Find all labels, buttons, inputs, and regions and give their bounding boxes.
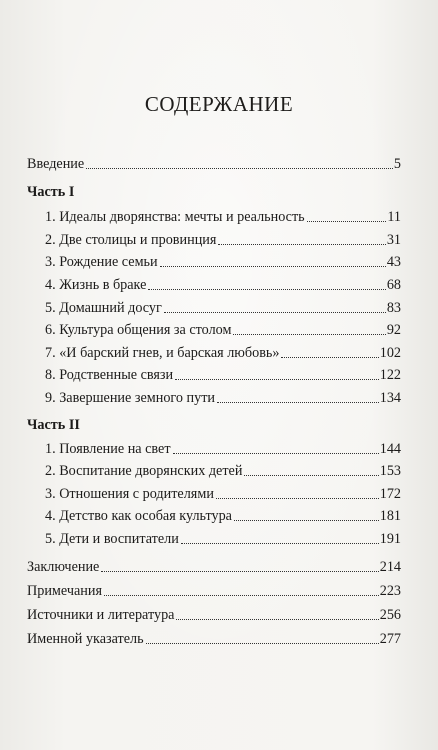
toc-entry-label: 5. Домашний досуг bbox=[45, 300, 162, 316]
toc-entry bbox=[45, 208, 401, 226]
leader-dots bbox=[173, 453, 379, 454]
leader-dots bbox=[101, 571, 378, 572]
toc-entry-page: 68 bbox=[386, 277, 401, 293]
toc-entry-page: 277 bbox=[379, 631, 401, 647]
toc-entry bbox=[45, 485, 401, 503]
toc-entry bbox=[45, 389, 401, 407]
toc-entry bbox=[45, 321, 401, 339]
leader-dots bbox=[175, 379, 379, 380]
toc-entry bbox=[45, 507, 401, 525]
toc-entry-index bbox=[27, 630, 401, 648]
toc-entry bbox=[45, 276, 401, 294]
toc-entry-page: 43 bbox=[386, 254, 401, 270]
toc-entry-label: 1. Идеалы дворянства: мечты и реальность bbox=[45, 209, 305, 225]
toc-entry-label: 4. Детство как особая культура bbox=[45, 508, 232, 524]
toc-entry-label: Именной указатель bbox=[27, 631, 144, 647]
toc-entry-sources bbox=[27, 606, 401, 624]
leader-dots bbox=[217, 402, 379, 403]
toc-entry-label: 2. Воспитание дворянских детей bbox=[45, 463, 243, 479]
leader-dots bbox=[218, 244, 385, 245]
toc-entry-page: 144 bbox=[379, 441, 401, 457]
leader-dots bbox=[148, 289, 385, 290]
leader-dots bbox=[86, 168, 393, 169]
toc-entry-page: 256 bbox=[379, 607, 401, 623]
toc-entry-page: 11 bbox=[387, 209, 401, 225]
toc-entry-label: 1. Появление на свет bbox=[45, 441, 171, 457]
toc-entry bbox=[45, 366, 401, 384]
toc-entry-page: 153 bbox=[379, 463, 401, 479]
toc-entry-label: 6. Культура общения за столом bbox=[45, 322, 232, 338]
toc-entry bbox=[45, 530, 401, 548]
toc-entry-page: 134 bbox=[379, 390, 401, 406]
page-title: СОДЕРЖАНИЕ bbox=[144, 92, 294, 116]
leader-dots bbox=[216, 498, 379, 499]
toc-entry-label: Источники и литература bbox=[27, 607, 175, 623]
toc-entry-notes bbox=[27, 582, 401, 600]
part-heading: Часть II bbox=[27, 417, 80, 433]
leader-dots bbox=[176, 619, 378, 620]
leader-dots bbox=[160, 266, 386, 267]
toc-entry bbox=[45, 344, 401, 362]
toc-entry-page: 223 bbox=[379, 583, 401, 599]
leader-dots bbox=[281, 357, 378, 358]
leader-dots bbox=[307, 221, 387, 222]
toc-entry-label: 2. Две столицы и провинция bbox=[45, 232, 217, 248]
toc-entry bbox=[45, 462, 401, 480]
toc-entry-label: 5. Дети и воспитатели bbox=[45, 531, 179, 547]
toc-entry-label: Введение bbox=[27, 156, 85, 172]
leader-dots bbox=[104, 595, 379, 596]
toc-entry-page: 83 bbox=[386, 300, 401, 316]
toc-entry-conclusion bbox=[27, 558, 401, 576]
part-heading: Часть I bbox=[27, 184, 75, 200]
toc-entry-label: 3. Отношения с родителями bbox=[45, 486, 214, 502]
leader-dots bbox=[181, 543, 379, 544]
toc-entry-page: 181 bbox=[379, 508, 401, 524]
toc-entry-label: Примечания bbox=[27, 583, 102, 599]
toc-entry-label: 7. «И барский гнев, и барская любовь» bbox=[45, 345, 280, 361]
leader-dots bbox=[233, 334, 385, 335]
toc-entry bbox=[45, 440, 401, 458]
toc-entry-label: Заключение bbox=[27, 559, 100, 575]
toc-entry-label: 9. Завершение земного пути bbox=[45, 390, 216, 406]
toc-entry-page: 31 bbox=[386, 232, 401, 248]
toc-entry bbox=[45, 253, 401, 271]
leader-dots bbox=[164, 312, 386, 313]
leader-dots bbox=[234, 520, 379, 521]
toc-entry-page: 5 bbox=[393, 156, 401, 172]
leader-dots bbox=[244, 475, 378, 476]
toc-entry-page: 191 bbox=[379, 531, 401, 547]
toc-entry bbox=[45, 231, 401, 249]
toc-entry-page: 172 bbox=[379, 486, 401, 502]
toc-entry bbox=[45, 299, 401, 317]
toc-entry-label: 8. Родственные связи bbox=[45, 367, 174, 383]
toc-entry-page: 122 bbox=[379, 367, 401, 383]
toc-entry-page: 92 bbox=[386, 322, 401, 338]
toc-entry-intro bbox=[27, 155, 401, 173]
toc-entry-label: 3. Рождение семьи bbox=[45, 254, 158, 270]
toc-entry-page: 214 bbox=[379, 559, 401, 575]
leader-dots bbox=[146, 643, 379, 644]
toc-entry-page: 102 bbox=[379, 345, 401, 361]
toc-entry-label: 4. Жизнь в браке bbox=[45, 277, 147, 293]
